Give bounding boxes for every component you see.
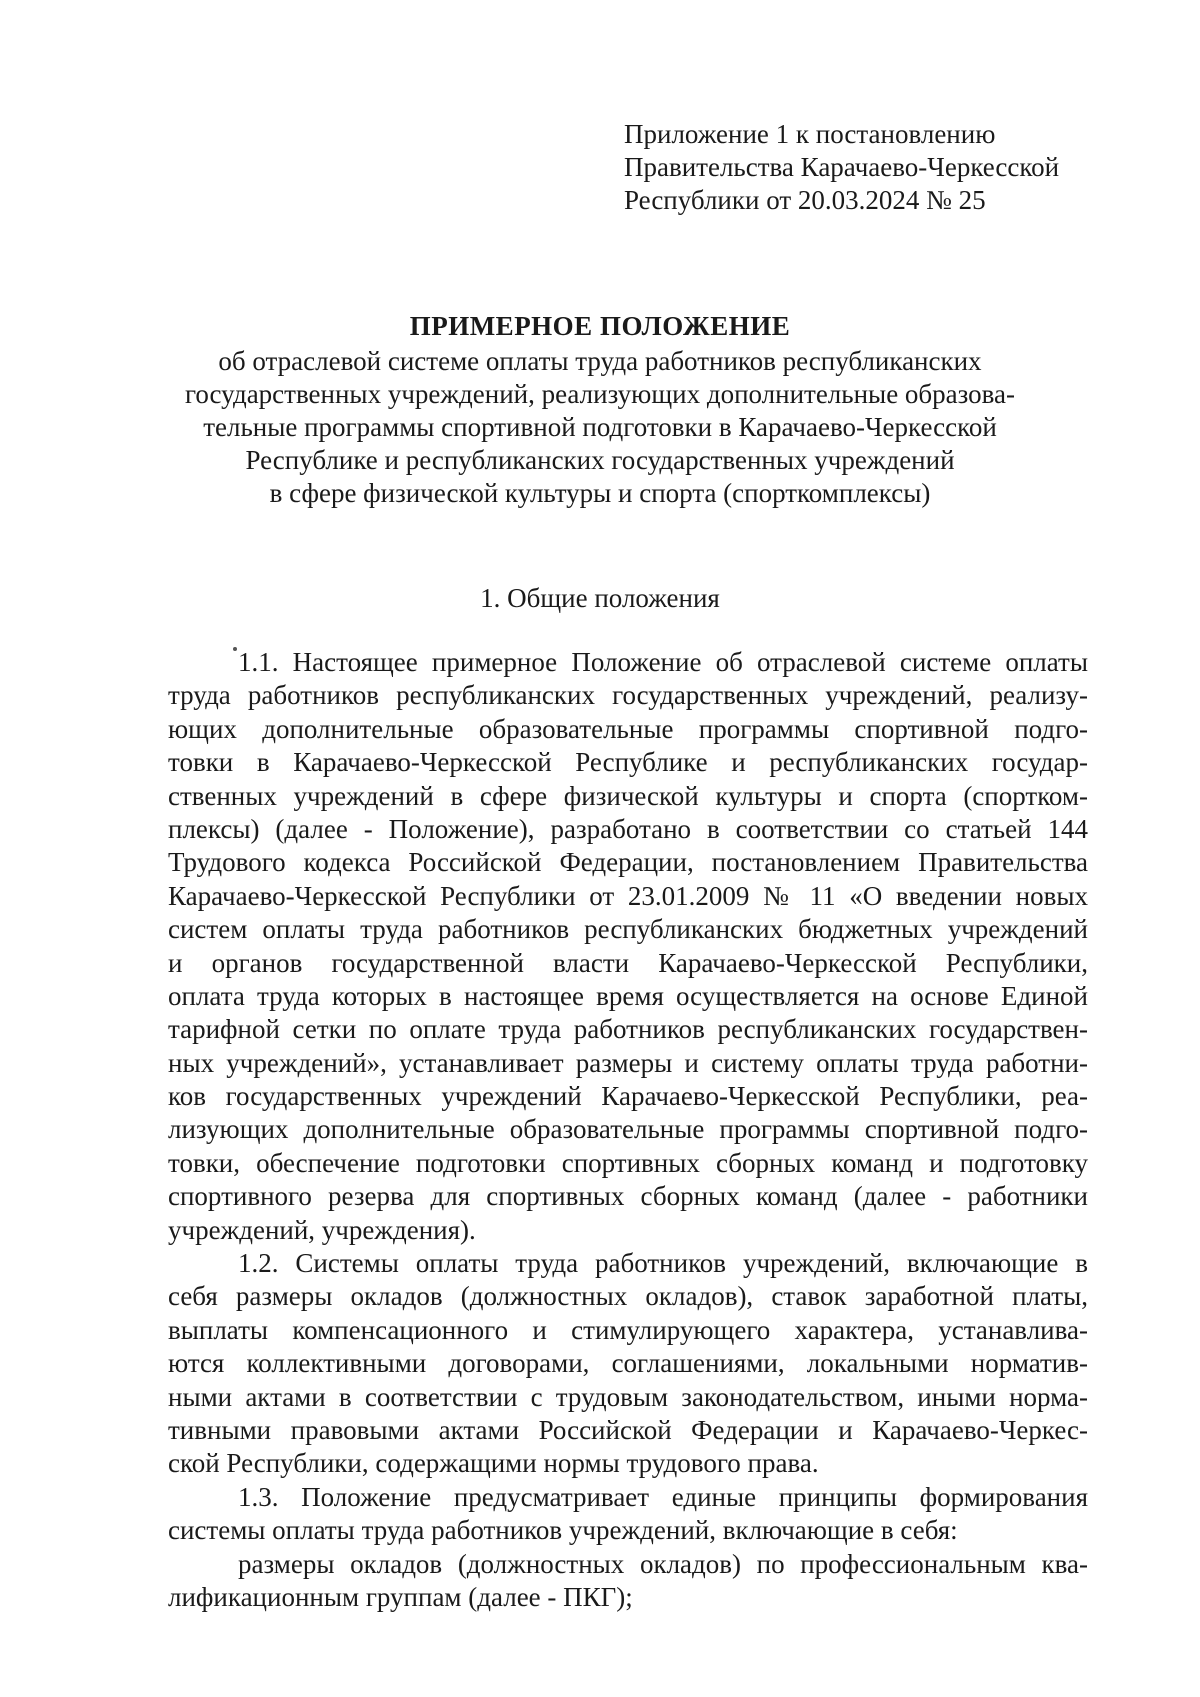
paragraph-line: оплата труда которых в настоящее время осуществляется на основе Единой bbox=[168, 980, 1088, 1011]
subtitle-line: Республике и республиканских государственных учреждений bbox=[245, 445, 955, 475]
paragraph-line: ской Республики, содержащими нормы трудового права. bbox=[168, 1448, 819, 1479]
appendix-line: Республики от 20.03.2024 № 25 bbox=[624, 185, 986, 215]
appendix-reference bbox=[624, 118, 1144, 217]
paragraph-line: себя размеры окладов (должностных окладов), ставок заработной платы, bbox=[168, 1281, 1088, 1312]
paragraph-line: товки в Карачаево-Черкесской Республике и республиканских государ- bbox=[168, 747, 1088, 778]
paragraph-line: тарифной сетки по оплате труда работников республиканских государствен- bbox=[168, 1014, 1088, 1045]
paragraph-line: труда работников республиканских государственных учреждений, реализу- bbox=[168, 680, 1088, 711]
document-title: ПРИМЕРНОЕ ПОЛОЖЕНИЕ bbox=[409, 311, 791, 341]
paragraph-line: тивными правовыми актами Российской Федерации и Карачаево-Черкес- bbox=[168, 1414, 1088, 1445]
subtitle-line: тельные программы спортивной подготовки в Карачаево-Черкесской bbox=[203, 412, 997, 442]
subtitle-line: об отраслевой системе оплаты труда работников республиканских bbox=[218, 346, 982, 376]
paragraph-line: 1.1. Настоящее примерное Положение об отраслевой системе оплаты bbox=[238, 647, 1088, 677]
paragraph-line: 1.3. Положение предусматривает единые принципы формирования bbox=[238, 1481, 1088, 1512]
paragraph-line: размеры окладов (должностных окладов) по профессиональным ква- bbox=[238, 1548, 1088, 1579]
document-title-block bbox=[150, 310, 1050, 510]
subtitle-line: государственных учреждений, реализующих дополнительные образова- bbox=[184, 379, 1016, 409]
paragraph-line: учреждений, учреждения). bbox=[168, 1214, 476, 1245]
paragraph-line: ных учреждений», устанавливает размеры и систему оплаты труда работни- bbox=[168, 1047, 1088, 1078]
paragraph-line: Трудового кодекса Российской Федерации, постановлением Правительства bbox=[168, 847, 1088, 878]
paragraph-line: ственных учреждений в сфере физической культуры и спорта (спортком- bbox=[168, 780, 1088, 811]
paragraph-line: Карачаево-Черкесской Республики от 23.01.2009 № 11 «О введении новых bbox=[168, 880, 1088, 911]
paragraph-line: и органов государственной власти Карачаево-Черкесской Республики, bbox=[168, 947, 1088, 978]
paragraph-line: 1.2. Системы оплаты труда работников учреждений, включающие в bbox=[238, 1248, 1088, 1279]
paragraph-line: товки, обеспечение подготовки спортивных сборных команд и подготовку bbox=[168, 1147, 1088, 1178]
document-body bbox=[168, 646, 1088, 1614]
paragraph-line: ющих дополнительные образовательные программы спортивной подго- bbox=[168, 713, 1088, 744]
paragraph-line: спортивного резерва для спортивных сборных команд (далее - работники bbox=[168, 1181, 1088, 1212]
paragraph-line: ков государственных учреждений Карачаево-Черкесской Республики, реа- bbox=[168, 1081, 1088, 1112]
appendix-line: Приложение 1 к постановлению bbox=[624, 119, 996, 149]
subtitle-line: в сфере физической культуры и спорта (спорткомплексы) bbox=[269, 478, 931, 508]
paragraph-line: систем оплаты труда работников республиканских бюджетных учреждений bbox=[168, 914, 1088, 945]
paragraph-line: выплаты компенсационного и стимулирующего характера, устанавлива- bbox=[168, 1314, 1088, 1345]
document-subtitle bbox=[150, 345, 1050, 510]
section-heading: 1. Общие положения bbox=[480, 583, 720, 613]
appendix-line: Правительства Карачаево-Черкесской bbox=[624, 152, 1060, 182]
paragraph-line: ются коллективными договорами, соглашениями, локальными норматив- bbox=[168, 1348, 1088, 1379]
paragraph-line: лификационным группам (далее - ПКГ); bbox=[168, 1581, 633, 1612]
paragraph-line: плексы) (далее - Положение), разработано в соответствии со статьей 144 bbox=[168, 813, 1088, 844]
paragraph-line: системы оплаты труда работников учреждений, включающие в себя: bbox=[168, 1515, 958, 1546]
paragraph-line: ными актами в соответствии с трудовым законодательством, иными норма- bbox=[168, 1381, 1088, 1412]
paragraph-line: лизующих дополнительные образовательные программы спортивной подго- bbox=[168, 1114, 1088, 1145]
